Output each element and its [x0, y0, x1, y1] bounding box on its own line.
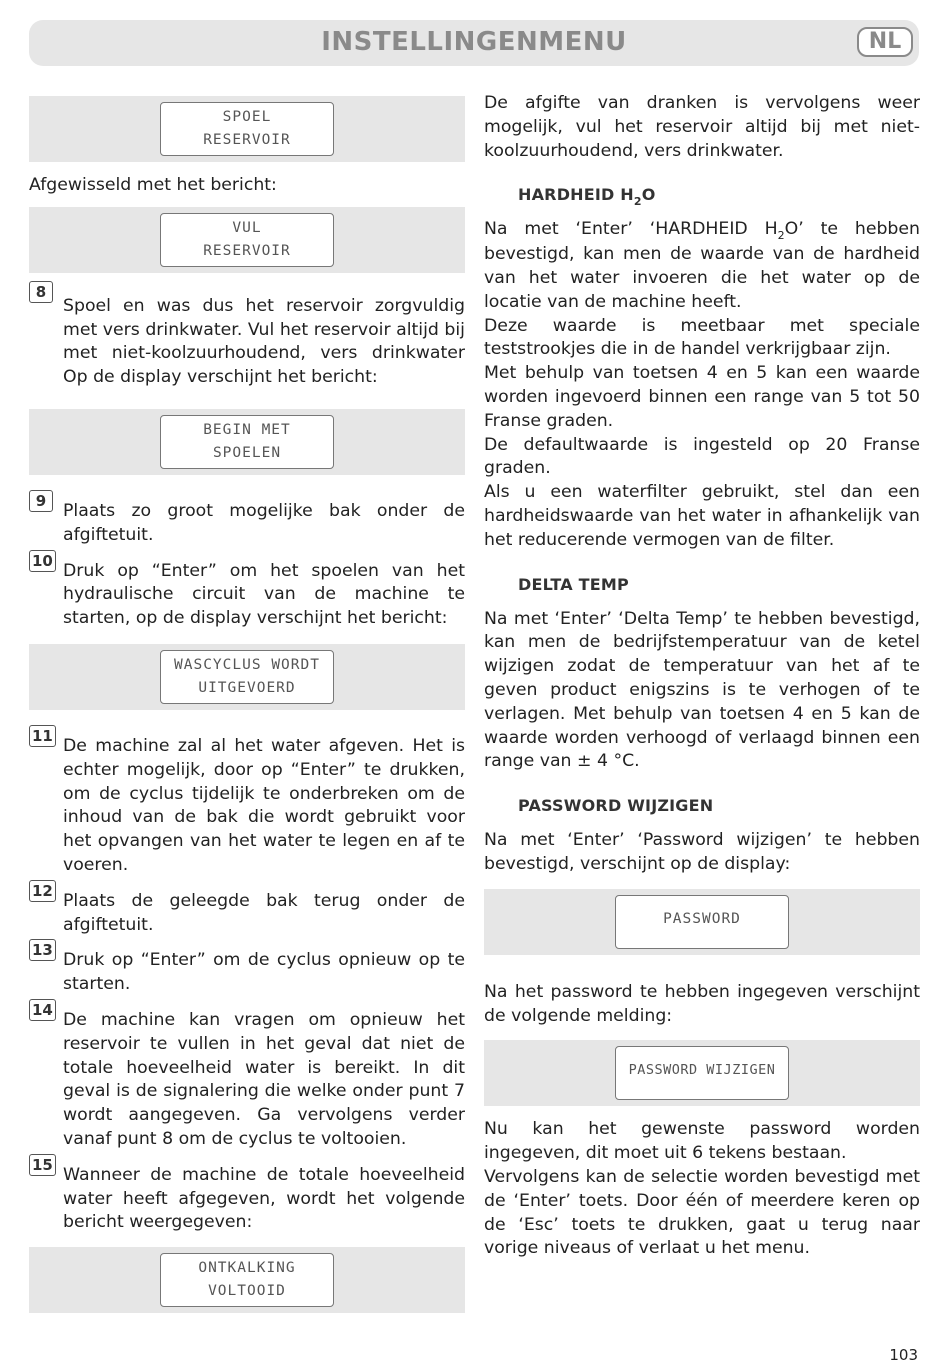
display-panel [484, 1040, 920, 1106]
lcd-line: UITGEVOERD [198, 679, 296, 696]
step-8 [29, 282, 465, 390]
paragraph: Na met ‘Enter’ ‘Password wijzigen’ te hebben bevestigd, verschijnt op de display: [484, 830, 920, 874]
section-heading-delta-temp: DELTA TEMP [518, 574, 629, 594]
section-heading-hardheid [484, 185, 920, 209]
paragraph: Als u een waterfilter gebruikt, stel dan een hardheidswaarde van het water in afhankelijk van het reducerende vermogen van de filter. [484, 482, 920, 550]
step-text: Druk op “Enter” om de cyclus opnieuw op te starten. [63, 950, 465, 995]
step-number: 13 [29, 939, 56, 961]
display-panel [29, 1247, 465, 1313]
heading-text: O [641, 185, 656, 205]
step-10 [29, 551, 465, 631]
page-title: INSTELLINGENMENU [321, 27, 627, 57]
paragraph: Afgewisseld met het bericht: [29, 175, 277, 195]
lcd-line: ONTKALKING [198, 1260, 296, 1277]
subscript: 2 [777, 229, 785, 243]
text: O’ te hebben bevestigd, kan men de waarde van de hardheid van het water invoeren die het water op de locatie van de machine heeft. [484, 219, 920, 312]
display-panel [29, 644, 465, 710]
step-12 [29, 881, 465, 938]
lcd-line: WASCYCLUS WORDT [174, 656, 320, 673]
step-text: De machine zal al het water afgeven. Het is echter mogelijk, door op “Enter” te drukken, om de cyclus tijdelijk te onderbreken om de inhoud van de bak die wordt gebruikt voor het opvangen van het water te legen en af te voeren. [63, 735, 465, 875]
paragraph: De defaultwaarde is ingesteld op 20 Franse graden. [484, 434, 920, 479]
step-number: 15 [29, 1154, 56, 1176]
display-panel [29, 409, 465, 475]
paragraph: Na met ‘Enter’ ‘Delta Temp’ te hebben bevestigd, kan men de bedrijfstemperatuur van de ketel wijzigen zodat de temperatuur van het af te geven product enigszins is te verhogen of te verlagen. Met behulp van toetsen 4 en 5 kan de waarde worden verhoogd of verlaagd binnen een range van ± 4 °C. [484, 608, 920, 772]
paragraph: Na het password te hebben ingegeven verschijnt de volgende melding: [484, 981, 920, 1026]
step-text: Wanneer de machine de totale hoeveelheid water heeft afgegeven, wordt het volgende bericht weergegeven: [63, 1164, 465, 1233]
subscript: 2 [633, 195, 642, 209]
step-number: 12 [29, 880, 56, 902]
lcd-line: PASSWORD [663, 910, 741, 927]
step-14 [29, 1000, 465, 1152]
language-badge: NL [857, 27, 913, 57]
heading-text: HARDHEID H [518, 185, 634, 205]
step-text: De machine kan vragen om opnieuw het reservoir te vullen in het geval dat niet de totale hoeveelheid water is bereikt. In dit geval is de signalering die welke onder punt 7 wordt aangegeven. Ga vervolgens verder vanaf punt 8 om de cyclus te voltooien. [63, 1009, 465, 1149]
step-number: 9 [29, 490, 53, 512]
step-text: Spoel en was dus het reservoir zorgvuldig met vers drinkwater. Vul het reservoir altijd bij met niet-koolzuurhoudend, vers drinkwater Op de display verschijnt het bericht: [63, 295, 465, 388]
step-number: 8 [29, 281, 53, 303]
lcd-display [160, 102, 334, 156]
lcd-display [160, 650, 334, 704]
step-text: Plaats de geleegde bak terug onder de afgiftetuit. [63, 890, 465, 935]
lcd-line: VUL [232, 219, 262, 236]
lcd-line: PASSWORD WIJZIGEN [628, 1062, 776, 1079]
display-panel [29, 207, 465, 273]
right-column [484, 92, 920, 1261]
step-15 [29, 1155, 465, 1235]
step-number: 14 [29, 999, 56, 1021]
lcd-display [615, 895, 789, 949]
display-panel [29, 96, 465, 162]
left-column [29, 92, 465, 1313]
paragraph: De afgifte van dranken is vervolgens weer mogelijk, vul het reservoir altijd bij met niet-koolzuurhoudend, vers drinkwater. [484, 93, 920, 161]
step-9 [29, 491, 465, 548]
lcd-line: BEGIN MET [203, 421, 291, 438]
lcd-line: SPOEL [222, 109, 272, 125]
paragraph: Vervolgens kan de selectie worden bevestigd met de ‘Enter’ toets. Door één of meerdere keren op de ‘Esc’ toets te drukken, gaat u terug naar vorige niveaus of verlaat u het menu. [484, 1166, 920, 1259]
lcd-display [160, 1253, 334, 1307]
lcd-display [615, 1046, 789, 1100]
display-panel [484, 889, 920, 955]
step-13 [29, 941, 465, 997]
step-11 [29, 726, 465, 878]
step-number: 10 [29, 550, 56, 572]
step-text: Druk op “Enter” om het spoelen van het hydraulische circuit van de machine te starten, op de display verschijnt het bericht: [63, 560, 465, 629]
lcd-line: RESERVOIR [203, 132, 291, 148]
lcd-line: RESERVOIR [203, 242, 291, 259]
lcd-line: VOLTOOID [208, 1283, 286, 1300]
text: Na met ‘Enter’ ‘HARDHEID H [484, 219, 778, 240]
lcd-display [160, 415, 334, 469]
page-header [29, 20, 919, 66]
paragraph: Nu kan het gewenste password worden ingegeven, dit moet uit 6 tekens bestaan. [484, 1119, 920, 1164]
lcd-display [160, 213, 334, 267]
paragraph [484, 218, 920, 314]
section-heading-password: PASSWORD WIJZIGEN [518, 796, 714, 816]
paragraph: Met behulp van toetsen 4 en 5 kan een waarde worden ingevoerd binnen een range van 5 tot 50 Franse graden. [484, 363, 920, 431]
step-number: 11 [29, 725, 56, 747]
paragraph: Deze waarde is meetbaar met speciale teststrookjes die in de handel verkrijgbaar zijn. [484, 315, 920, 360]
page-number: 103 [889, 1346, 918, 1364]
step-text: Plaats zo groot mogelijke bak onder de afgiftetuit. [63, 500, 465, 545]
lcd-line: SPOELEN [212, 444, 282, 461]
